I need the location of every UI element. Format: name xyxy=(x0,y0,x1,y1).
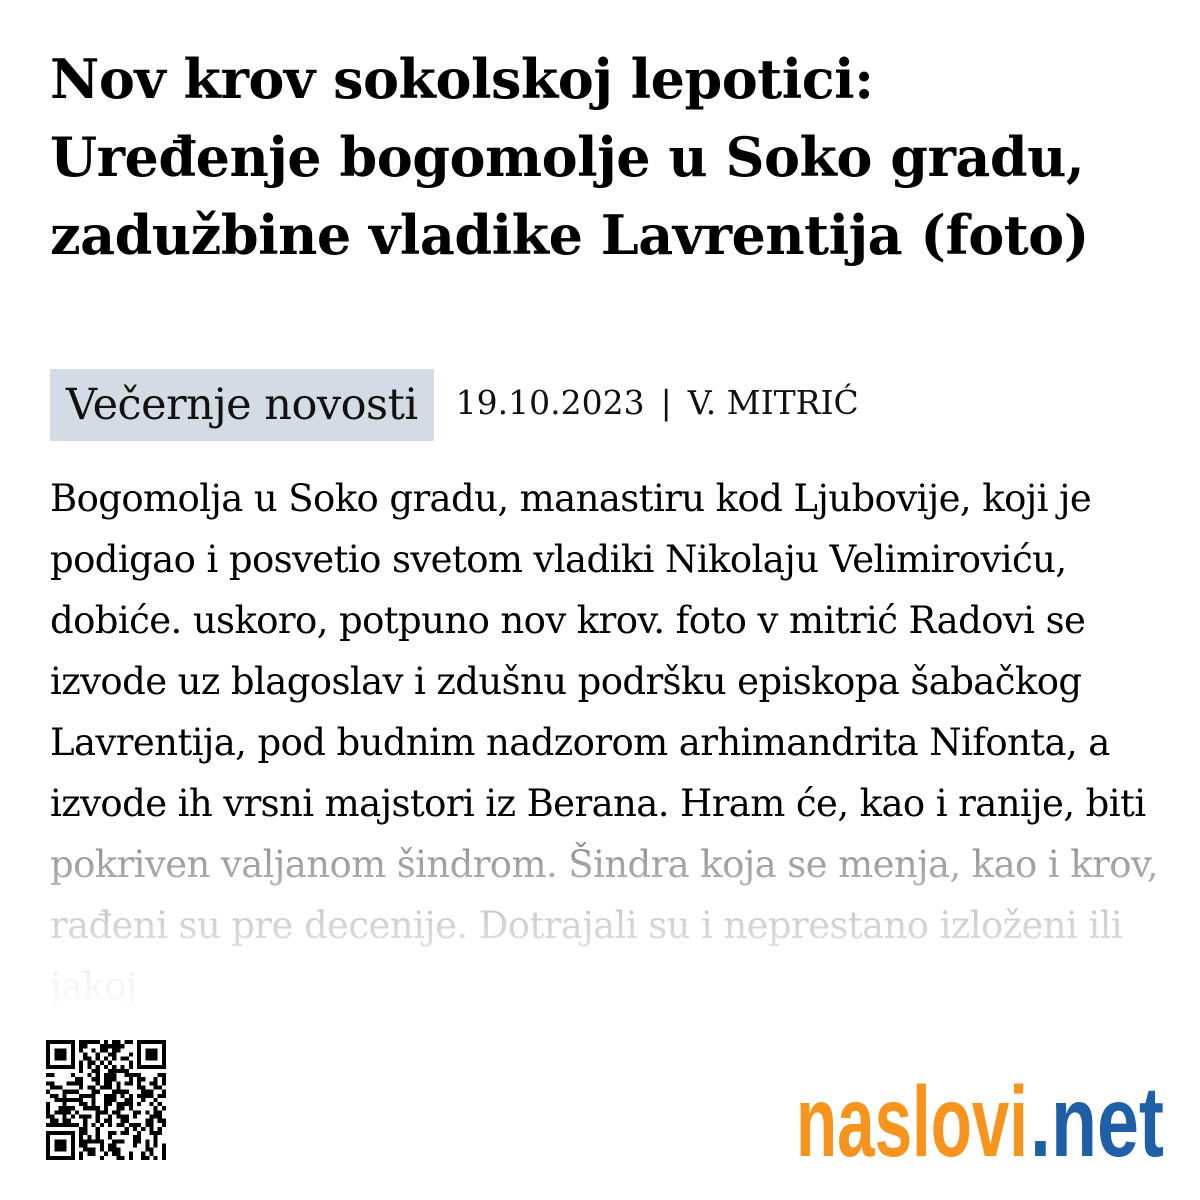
text-fade-overlay xyxy=(0,840,1200,1020)
logo-text-naslovi: naslovi xyxy=(796,1066,1028,1170)
article-meta xyxy=(50,369,859,441)
naslovi-net-logo[interactable] xyxy=(796,1060,1166,1170)
article-headline: Nov krov sokolskoj lepotici: Uređenje bogomolje u Soko gradu, zadužbine vladike Lavrentija (foto) xyxy=(50,47,1089,267)
author-name: V. MITRIĆ xyxy=(687,383,859,422)
meta-info xyxy=(456,383,859,422)
publish-date: 19.10.2023 xyxy=(455,383,645,422)
meta-separator: | xyxy=(660,383,672,422)
qr-code-icon[interactable] xyxy=(46,1038,166,1162)
logo-text-net: .net xyxy=(1030,1066,1164,1170)
article-body: Bogomolja u Soko gradu, manastiru kod Ljubovije, koji je podigao i posvetio svetom vladiki Nikolaju Velimiroviću, dobiće. uskoro, potpuno nov krov. foto v mitrić Radovi se izvode uz blagoslav i zdušnu podršku episkopa šabačkog Lavrentija, pod budnim nadzorom arhimandrita Nifonta, a izvode ih vrsni majstori iz Berana. Hram će, kao i ranije, biti xyxy=(50,477,1146,825)
source-badge[interactable]: Večernje novosti xyxy=(50,369,434,441)
